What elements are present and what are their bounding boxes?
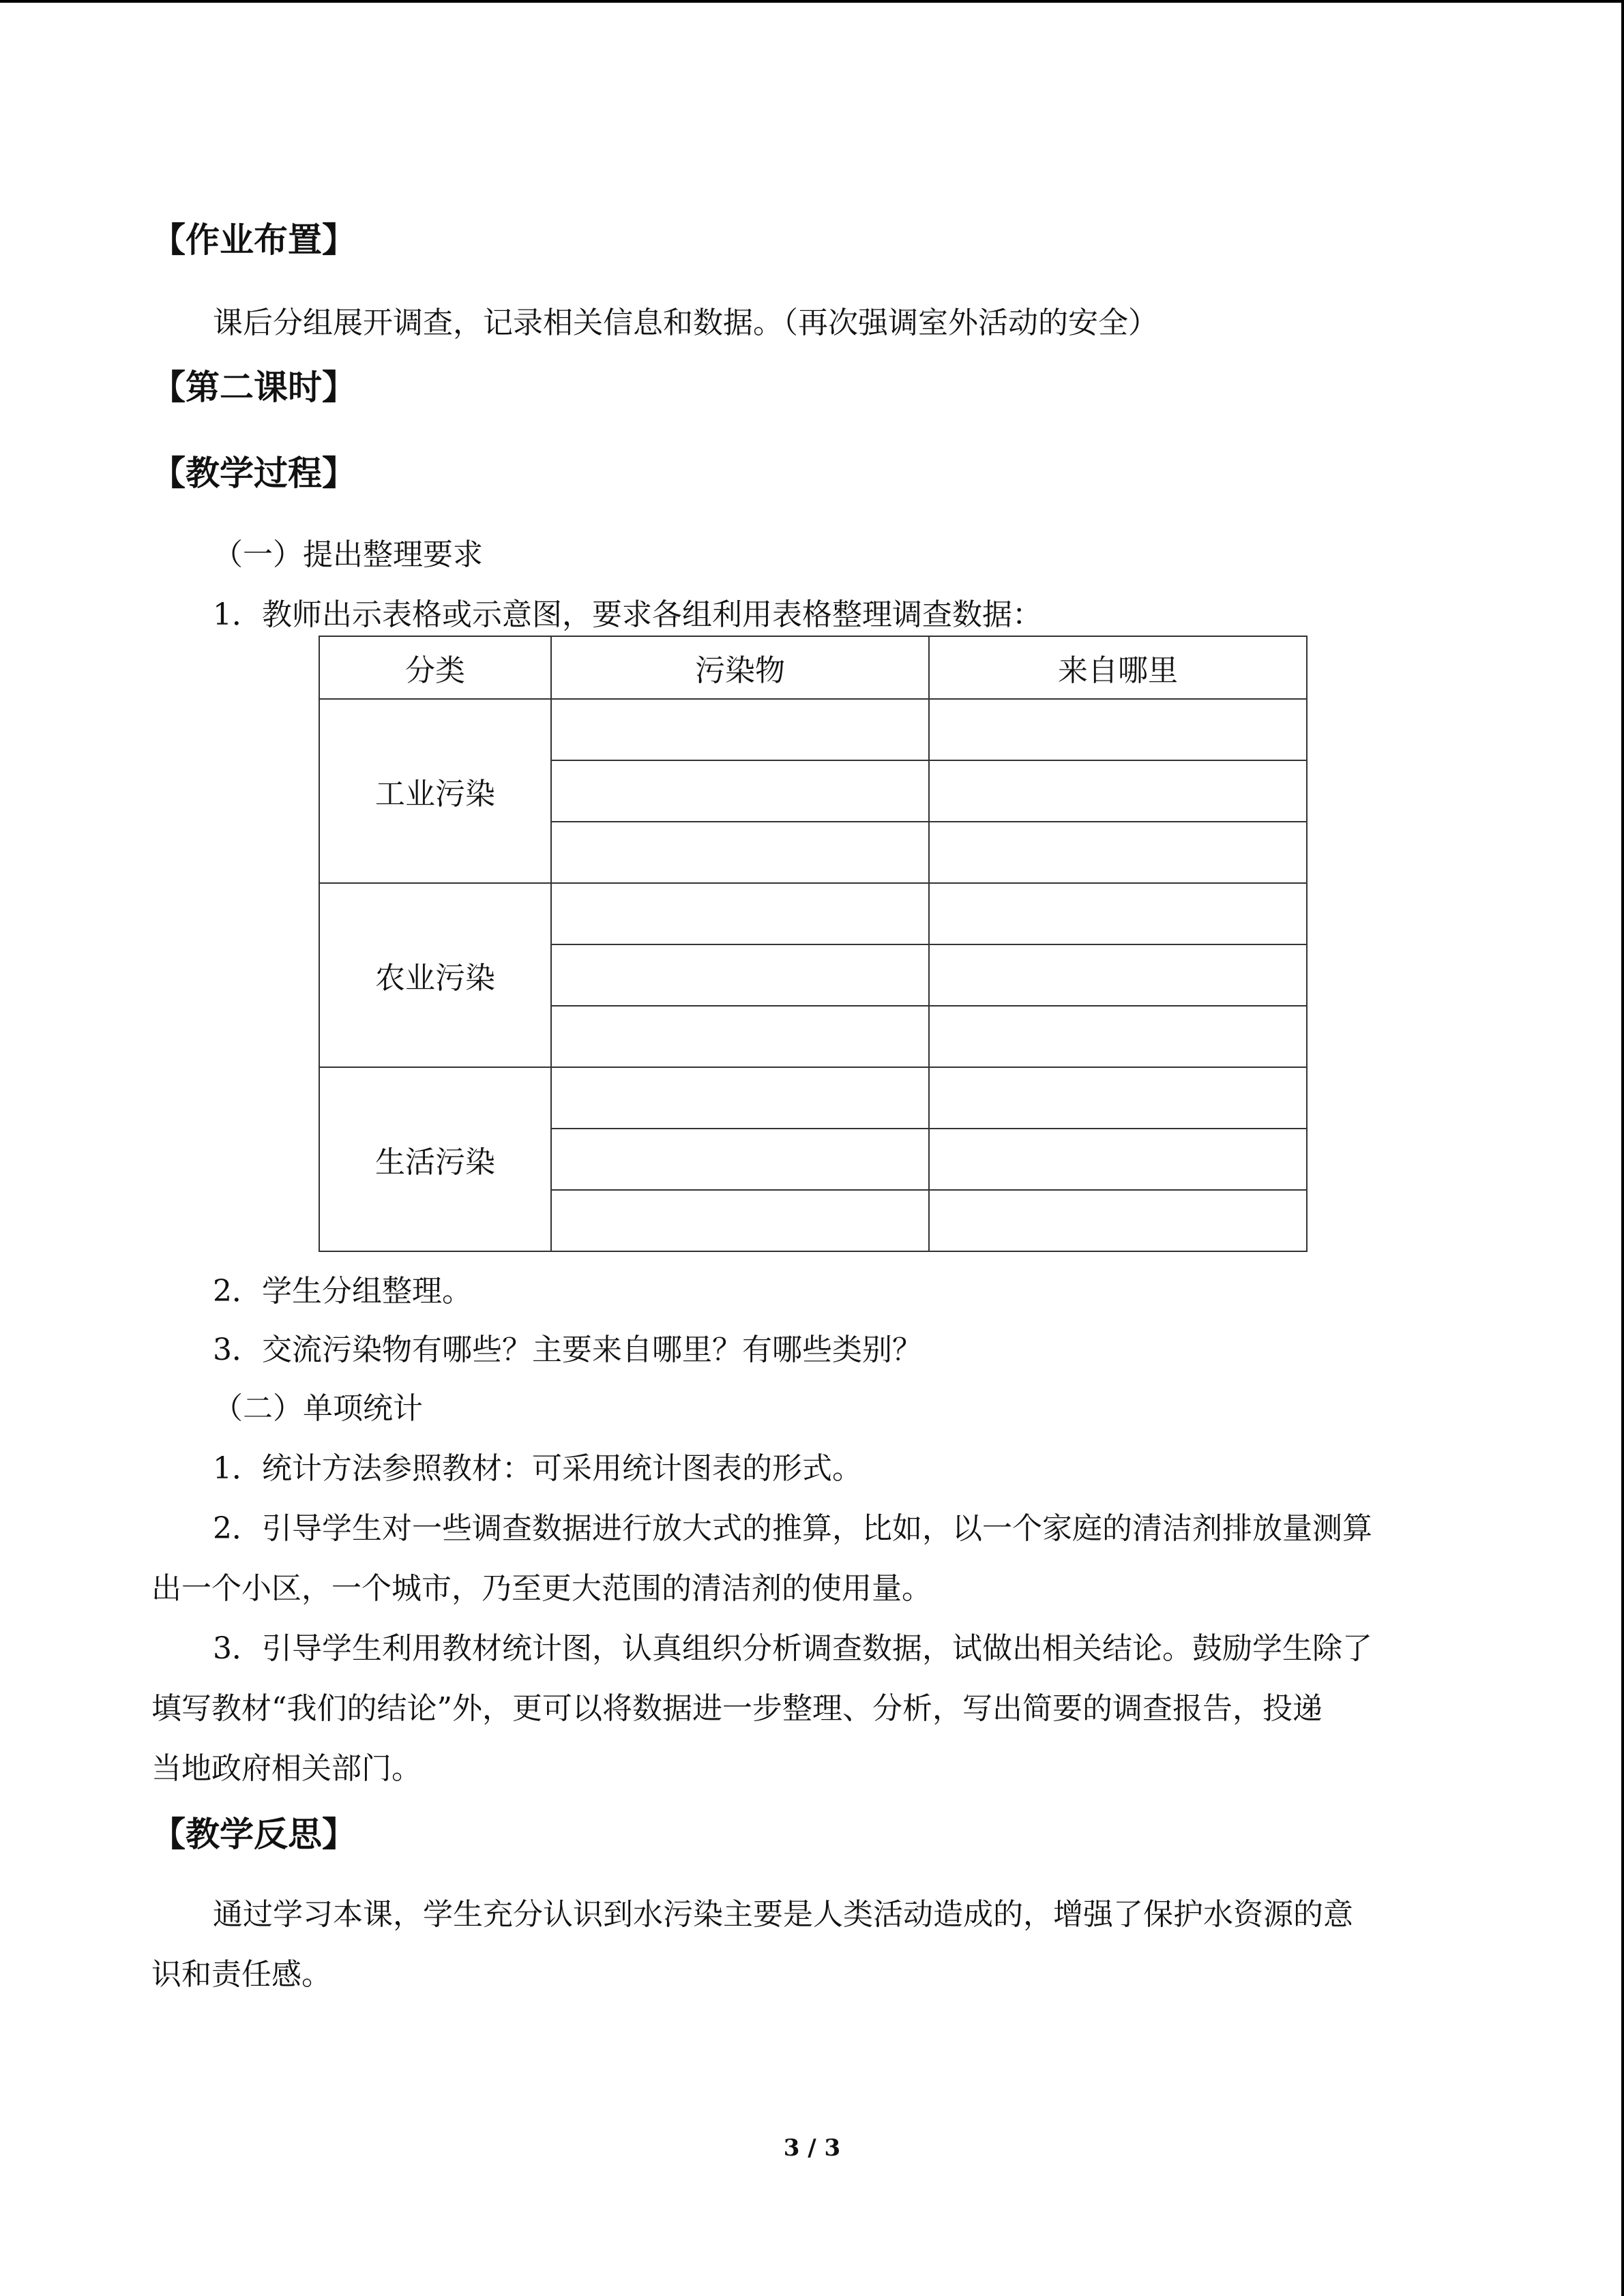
- table-row: [319, 699, 1307, 760]
- table-cell-empty: [929, 1129, 1307, 1190]
- part2-item3-line3: 当地政府相关部门。: [151, 1751, 422, 1786]
- category-agricultural: 农业污染: [319, 883, 551, 1067]
- table-header-source: 来自哪里: [929, 636, 1307, 699]
- table-cell-empty: [551, 822, 929, 883]
- reflection-line1: 通过学习本课，学生充分认识到水污染主要是人类活动造成的，增强了保护水资源的意: [213, 1897, 1353, 1932]
- table-cell-empty: [929, 883, 1307, 944]
- page-number: 3 / 3: [783, 2134, 841, 2162]
- table-cell-empty: [929, 699, 1307, 760]
- process-heading: 【教学过程】: [151, 453, 356, 493]
- table-cell-empty: [929, 760, 1307, 822]
- table-cell-empty: [551, 1129, 929, 1190]
- table-cell-empty: [929, 1190, 1307, 1251]
- pollution-survey-table: [319, 636, 1308, 1252]
- category-industrial: 工业污染: [319, 699, 551, 883]
- homework-text: 课后分组展开调查，记录相关信息和数据。（再次强调室外活动的安全）: [213, 305, 1158, 340]
- part1-item2: 2．学生分组整理。: [213, 1274, 472, 1309]
- part2-item1: 1．统计方法参照教材：可采用统计图表的形式。: [213, 1451, 862, 1486]
- table-cell-empty: [929, 944, 1307, 1006]
- table-cell-empty: [551, 1067, 929, 1129]
- page-border-top: [0, 0, 1624, 3]
- table-header-row: [319, 636, 1307, 699]
- page-border-right: [1621, 0, 1624, 2296]
- table-cell-empty: [551, 760, 929, 822]
- table-cell-empty: [551, 944, 929, 1006]
- category-domestic: 生活污染: [319, 1067, 551, 1251]
- second-lesson-heading: 【第二课时】: [151, 368, 356, 407]
- part2-title: （二）单项统计: [213, 1391, 423, 1426]
- table-row: [319, 1067, 1307, 1129]
- table-row: [319, 883, 1307, 944]
- part1-item1: 1．教师出示表格或示意图，要求各组利用表格整理调查数据：: [213, 597, 1042, 632]
- table-header-pollutant: 污染物: [551, 636, 929, 699]
- table-cell-empty: [551, 1006, 929, 1067]
- homework-heading: 【作业布置】: [151, 220, 356, 260]
- part2-item3-line1: 3．引导学生利用教材统计图，认真组织分析调查数据，试做出相关结论。鼓励学生除了: [213, 1631, 1372, 1666]
- part1-title: （一）提出整理要求: [213, 537, 483, 572]
- part2-item3-line2: 填写教材“我们的结论”外，更可以将数据进一步整理、分析，写出简要的调查报告，投递: [151, 1691, 1323, 1726]
- reflection-line2: 识和责任感。: [151, 1957, 331, 1992]
- table-header-category: 分类: [319, 636, 551, 699]
- table-cell-empty: [551, 699, 929, 760]
- part1-item3: 3．交流污染物有哪些？主要来自哪里？有哪些类别？: [213, 1332, 922, 1367]
- table-cell-empty: [929, 1067, 1307, 1129]
- part2-item2-line1: 2．引导学生对一些调查数据进行放大式的推算，比如，以一个家庭的清洁剂排放量测算: [213, 1511, 1372, 1546]
- table-cell-empty: [551, 883, 929, 944]
- table-cell-empty: [551, 1190, 929, 1251]
- table-cell-empty: [929, 822, 1307, 883]
- table-cell-empty: [929, 1006, 1307, 1067]
- part2-item2-line2: 出一个小区，一个城市，乃至更大范围的清洁剂的使用量。: [151, 1571, 932, 1606]
- reflection-heading: 【教学反思】: [151, 1815, 356, 1854]
